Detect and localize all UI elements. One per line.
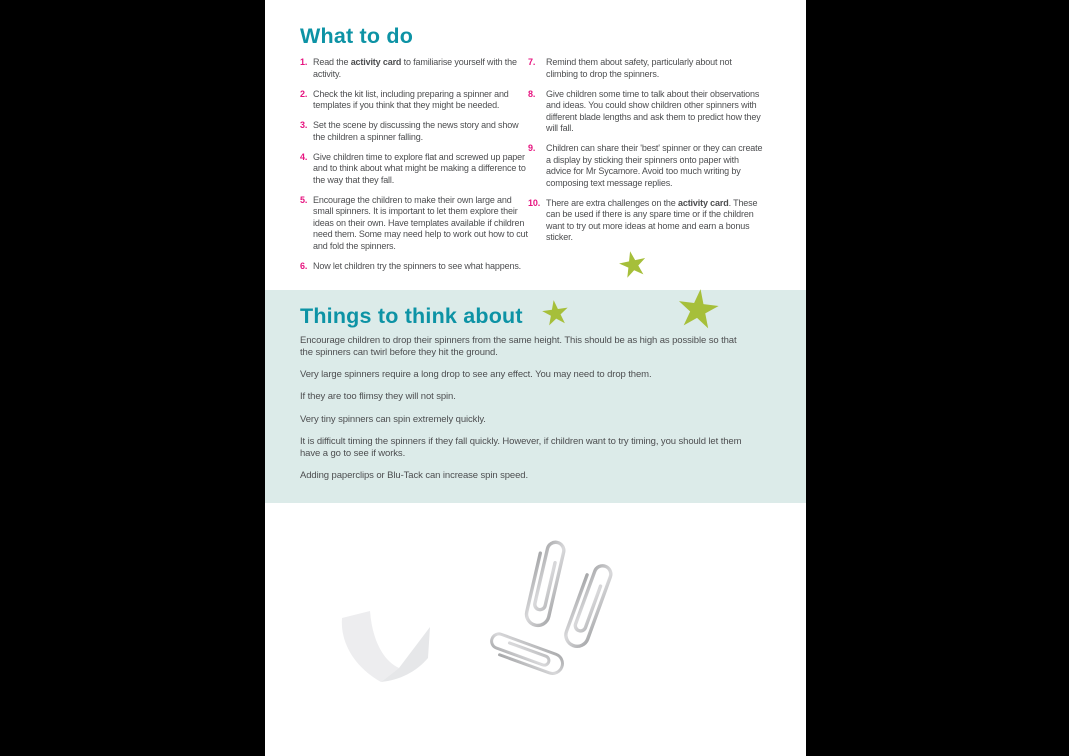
paperclip-icon [563,561,613,649]
step-number: 1. [300,57,308,67]
steps-columns [300,57,772,281]
step-text-part: Set the scene by discussing the news story and show the children a spinner falling. [313,120,519,142]
star-icon [540,298,570,328]
step-text-part: Check the kit list, including preparing a spinner and templates if you think that they might be needed. [313,88,509,110]
steps-column-left [300,57,528,281]
paragraph: Very tiny spinners can spin extremely quickly. [300,413,486,425]
step-text-part: There are extra challenges on the [546,197,678,208]
step-text-part: Give children time to explore flat and screwed up paper and to think about what might be making a difference to the way that they fall. [313,151,526,185]
step-text [313,120,528,143]
list-item [528,198,763,244]
step-text-part: Read the [313,57,351,67]
step-text-bold: activity card [677,197,729,208]
things-to-think-about-panel [265,290,806,503]
step-text-part: to familiarise yourself with the activity. [313,57,517,79]
star-icon [616,248,649,281]
step-text [313,152,528,187]
step-text [313,261,521,273]
step-number: 6. [300,260,308,271]
document-page [265,0,806,756]
step-number: 7. [528,57,536,67]
paragraph: It is difficult timing the spinners if they fall quickly. However, if children want to try timing, you should let them have a go to see if works. [300,435,742,459]
list-item [528,89,763,135]
step-number: 8. [528,88,536,99]
list-item [528,143,763,189]
list-item [300,152,528,187]
step-text-part: Now let children try the spinners to see what happens. [313,260,522,271]
step-text [546,57,763,80]
step-number: 10. [528,197,541,208]
paragraph: If they are too flimsy they will not spin. [300,391,456,403]
step-text [546,89,763,135]
steps-column-right [528,57,763,281]
step-text [313,195,528,253]
paperclips-group [465,518,665,708]
paragraph: Adding paperclips or Blu-Tack can increase spin speed. [300,470,529,482]
section-title-things-to-think-about: Things to think about [300,304,523,328]
step-text-part: Encourage the children to make their own large and small spinners. It is important to let them explore their ideas on their own. Have templates available if children need them. Some may need help to work out how to cut and fold the spinners. [313,194,528,251]
step-text-bold: activity card [350,57,402,67]
step-number: 9. [528,143,536,153]
step-text [313,89,528,112]
list-item [300,89,528,112]
paperclip-icon [524,539,565,627]
step-text-part: Children can share their 'best' spinner or they can create a display by sticking their spinners onto paper with advice for Mr Sycamore. Avoid too much writing by composing text message replies. [546,143,763,188]
paperclip-icon [488,632,565,676]
section-title-what-to-do: What to do [300,24,414,48]
paragraph: Encourage children to drop their spinners from the same height. This should be as high as possible so that the spinners can twirl before they hit the ground. [300,335,737,358]
list-item [300,57,528,80]
step-number: 4. [300,151,308,162]
star-icon [675,287,722,334]
paragraph: Very large spinners require a long drop to see any effect. You may need to drop them. [300,369,652,381]
folded-paper-illustration [335,606,435,691]
step-text [313,57,528,80]
tips-paragraphs [300,335,742,492]
step-number: 5. [300,194,308,205]
list-item [300,120,528,143]
list-item [300,261,528,273]
list-item [300,195,528,253]
step-text-part: Remind them about safety, particularly about not climbing to drop the spinners. [546,57,732,79]
step-text [546,198,763,244]
step-text-part: Give children some time to talk about their observations and ideas. You could show children other spinners with different blade lengths and ask them to predict how they will fall. [546,88,761,133]
step-number: 2. [300,88,308,99]
step-text-part: . These can be used if there is any spare time or if the children want to try out more ideas at home and earn a bonus sticker. [546,197,758,242]
list-item [528,57,763,80]
step-number: 3. [300,120,308,130]
step-text [546,143,763,189]
